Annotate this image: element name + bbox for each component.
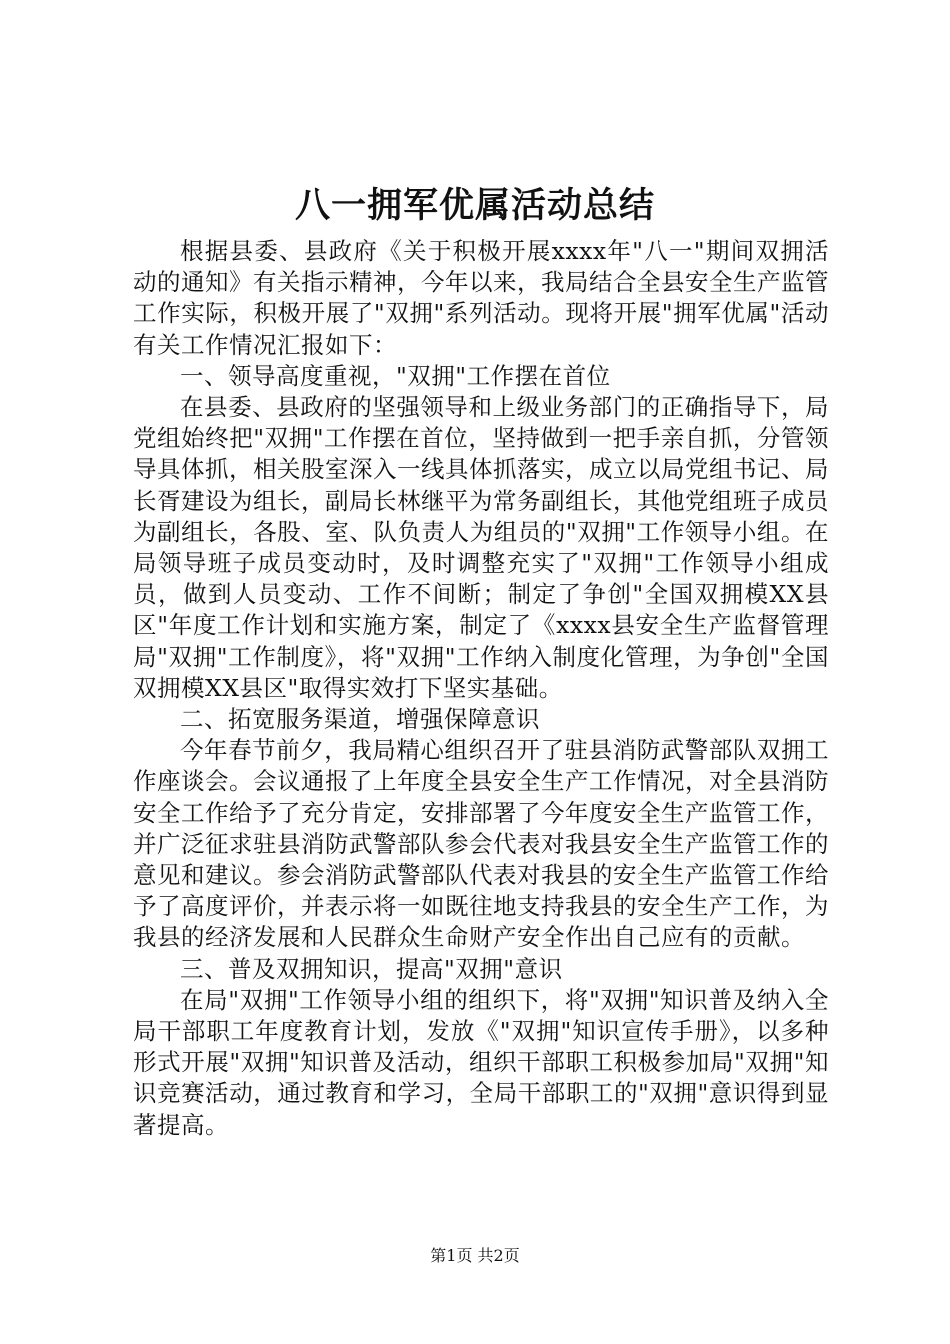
section-paragraph-3: 在局"双拥"工作领导小组的组织下，将"双拥"知识普及纳入全局干部职工年度教育计划，发放《"双拥"知识宣传手册》，以多种形式开展"双拥"知识普及活动，组织干部职工积极参加局"双拥"知识竞赛活动，通过教育和学习，全局干部职工的"双拥"意识得到显著提高。 <box>133 985 829 1139</box>
section-paragraph-1: 在县委、县政府的坚强领导和上级业务部门的正确指导下，局党组始终把"双拥"工作摆在首位，坚持做到一把手亲自抓，分管领导具体抓，相关股室深入一线具体抓落实，成立以局党组书记、局长胥建设为组长，副局长林继平为常务副组长，其他党组班子成员为副组长，各股、室、队负责人为组员的"双拥"工作领导小组。在局领导班子成员变动时，及时调整充实了"双拥"工作领导小组成员，做到人员变动、工作不间断；制定了争创"全国双拥模XX县区"年度工作计划和实施方案，制定了《xxxx县安全生产监督管理局"双拥"工作制度》，将"双拥"工作纳入制度化管理，为争创"全国双拥模XX县区"取得实效打下坚实基础。 <box>133 393 829 702</box>
page-number-footer: 第1页 共2页 <box>430 1246 520 1265</box>
intro-paragraph: 根据县委、县政府《关于积极开展xxxx年"八一"期间双拥活动的通知》有关指示精神，今年以来，我局结合全县安全生产监管工作实际，积极开展了"双拥"系列活动。现将开展"拥军优属"活动有关工作情况汇报如下： <box>133 237 829 359</box>
document-title: 八一拥军优属活动总结 <box>294 185 655 226</box>
section-heading-3: 三、普及双拥知识，提高"双拥"意识 <box>180 954 563 983</box>
document-body <box>133 236 829 1141</box>
section-heading-2: 二、拓宽服务渠道，增强保障意识 <box>180 705 540 734</box>
section-heading-1: 一、领导高度重视，"双拥"工作摆在首位 <box>180 361 611 390</box>
section-paragraph-2: 今年春节前夕，我局精心组织召开了驻县消防武警部队双拥工作座谈会。会议通报了上年度全县安全生产工作情况，对全县消防安全工作给予了充分肯定，安排部署了今年度安全生产监管工作，并广泛征求驻县消防武警部队参会代表对我县安全生产监管工作的意见和建议。参会消防武警部队代表对我县的安全生产监管工作给予了高度评价，并表示将一如既往地支持我县的安全生产工作，为我县的经济发展和人民群众生命财产安全作出自己应有的贡献。 <box>133 736 829 952</box>
